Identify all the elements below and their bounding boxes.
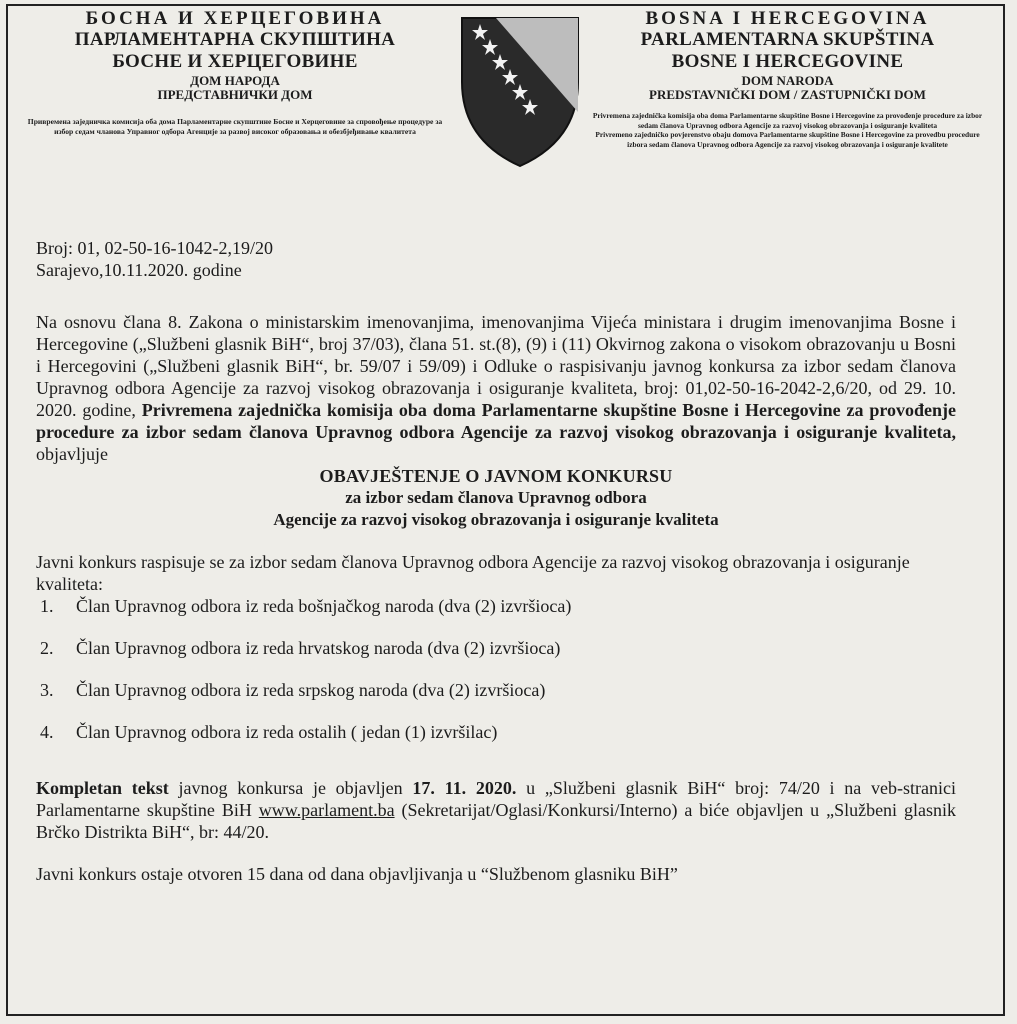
intro-legal-basis: Na osnovu člana 8. Zakona o ministarskim imenovanjima, imenovanjima Vijeća ministara i drugim imenovanjima Bosne i Hercegovine („Službeni glasnik BiH“, broj 37/03), člana 51. st.(8), (9) i (11) Okvirnog zakona o visokom obrazovanju u Bosni i Hercegovini („Službeni glasnik BiH“, br. 59/07 i 59/09) i Odluke o raspisivanju javnog konkursa za izbor sedam članova Upravnog odbora Agencije za razvoj visokog obrazovanja i osiguranje kvaliteta, broj: 01,02-50-16-2042-2,6/20, od 29. 10. 2020. godine, — [36, 312, 956, 420]
closing-sentence: Javni konkurs ostaje otvoren 15 dana od dana objavljivanja u “Službenom glasniku BiH” — [36, 864, 678, 884]
list-item-number: 4. — [40, 722, 54, 742]
list-item — [36, 679, 956, 721]
list-item — [36, 721, 956, 763]
header-left-cyrillic — [20, 8, 450, 137]
header-commission-cyrillic: Привремена заједничка комисија оба дома Парламентарне скупштине Босне и Херцеговине за спровођење процедуре за избор седам чланова Управног одбора Агенције за развој високог образовања и обезбјеђивање квалитета — [27, 116, 443, 137]
list-item-number: 1. — [40, 596, 54, 616]
full-text-label: Kompletan tekst — [36, 778, 169, 798]
header-parliament-latin: PARLAMENTARNA SKUPŠTINA — [640, 29, 935, 51]
list-item — [36, 637, 956, 679]
announcement-text: Javni konkurs raspisuje se za izbor sedam članova Upravnog odbora Agencije za razvoj visokog obrazovanja i osiguranje kvaliteta: — [36, 552, 910, 594]
positions-list — [36, 595, 956, 763]
place-and-date: Sarajevo,10.11.2020. godine — [36, 260, 242, 280]
header-house-of-representatives-cyrillic: ПРЕДСТАВНИЧКИ ДОМ — [157, 87, 313, 103]
coat-of-arms-icon — [456, 12, 584, 172]
header-house-of-representatives-latin: PREDSTAVNIČKI DOM / ZASTUPNIČKI DOM — [649, 87, 926, 103]
header-house-of-peoples-cyrillic: ДОМ НАРОДА — [190, 72, 280, 88]
reference-number: Broj: 01, 02-50-16-1042-2,19/20 — [36, 238, 273, 258]
intro-publishes: objavljuje — [36, 444, 108, 464]
list-item-text: Član Upravnog odbora iz reda srpskog naroda (dva (2) izvršioca) — [76, 680, 546, 700]
header-house-of-peoples-latin: DOM NARODA — [741, 72, 834, 88]
list-item-text: Član Upravnog odbora iz reda hrvatskog naroda (dva (2) izvršioca) — [76, 638, 561, 658]
full-text-paragraph — [36, 777, 956, 843]
full-text-part1: javnog konkursa je objavljen — [168, 778, 413, 798]
full-text-part3: (Sekretarijat/Oglasi/Konkursi/Interno) a biće objavljen u „Službeni glasnik Brčko Distrikta BiH“, br: 44/20. — [36, 800, 956, 842]
notice-title — [36, 465, 956, 531]
header-commission-croatian: Privremeno zajedničko povjerenstvo obaju domova Parlamentarne skupštine Bosne i Hercegovine za provedbu procedure izbora sedam članova Upravnog odbora Agencije za razvoj visokog obrazovanja i osiguranje kvalitete — [595, 130, 980, 149]
header-right-latin — [585, 8, 990, 149]
parliament-website-link[interactable]: www.parlament.ba — [258, 800, 395, 820]
intro-paragraph — [36, 311, 956, 465]
header-parliament-cyrillic: ПАРЛАМЕНТАРНА СКУПШТИНА — [74, 29, 396, 51]
list-item-number: 2. — [40, 638, 54, 658]
header-bih-cyrillic: БОСНЕ И ХЕРЦЕГОВИНЕ — [112, 50, 358, 72]
header-country-cyrillic: БОСНА И ХЕРЦЕГОВИНА — [85, 8, 385, 29]
notice-title-main: OBAVJEŠTENJE O JAVNOM KONKURSU — [319, 466, 673, 486]
notice-title-line2: za izbor sedam članova Upravnog odbora — [345, 488, 647, 507]
notice-title-line3: Agencije za razvoj visokog obrazovanja i osiguranje kvaliteta — [273, 510, 719, 529]
intro-commission-name: Privremena zajednička komisija oba doma Parlamentarne skupštine Bosne i Hercegovine za provođenje procedure za izbor sedam članova Upravnog odbora Agencije za razvoj visokog obrazovanja i osiguranje kvaliteta, — [36, 400, 957, 442]
header-country-latin: BOSNA I HERCEGOVINA — [645, 8, 930, 29]
list-item-text: Član Upravnog odbora iz reda bošnjačkog naroda (dva (2) izvršioca) — [76, 596, 572, 616]
header-commission-bosnian: Privremena zajednička komisija oba doma Parlamentarne skupštine Bosne i Hercegovine za provođenje procedure za izbor sedam članova Upravnog odbora Agencije za razvoj visokog obrazovanja i osiguranje kvaliteta — [592, 110, 983, 130]
header-bih-latin: BOSNE I HERCEGOVINE — [671, 50, 904, 72]
full-text-part2: u „Službeni glasnik BiH“ broj: 74/20 i na veb-stranici Parlamentarne skupštine BiH — [36, 778, 956, 820]
publication-date: 17. 11. 2020. — [412, 778, 517, 798]
header-commission-latin — [585, 111, 990, 150]
list-item-text: Član Upravnog odbora iz reda ostalih ( jedan (1) izvršilac) — [76, 722, 498, 742]
list-item-number: 3. — [40, 680, 54, 700]
notice-body — [36, 237, 956, 885]
list-item — [36, 595, 956, 637]
